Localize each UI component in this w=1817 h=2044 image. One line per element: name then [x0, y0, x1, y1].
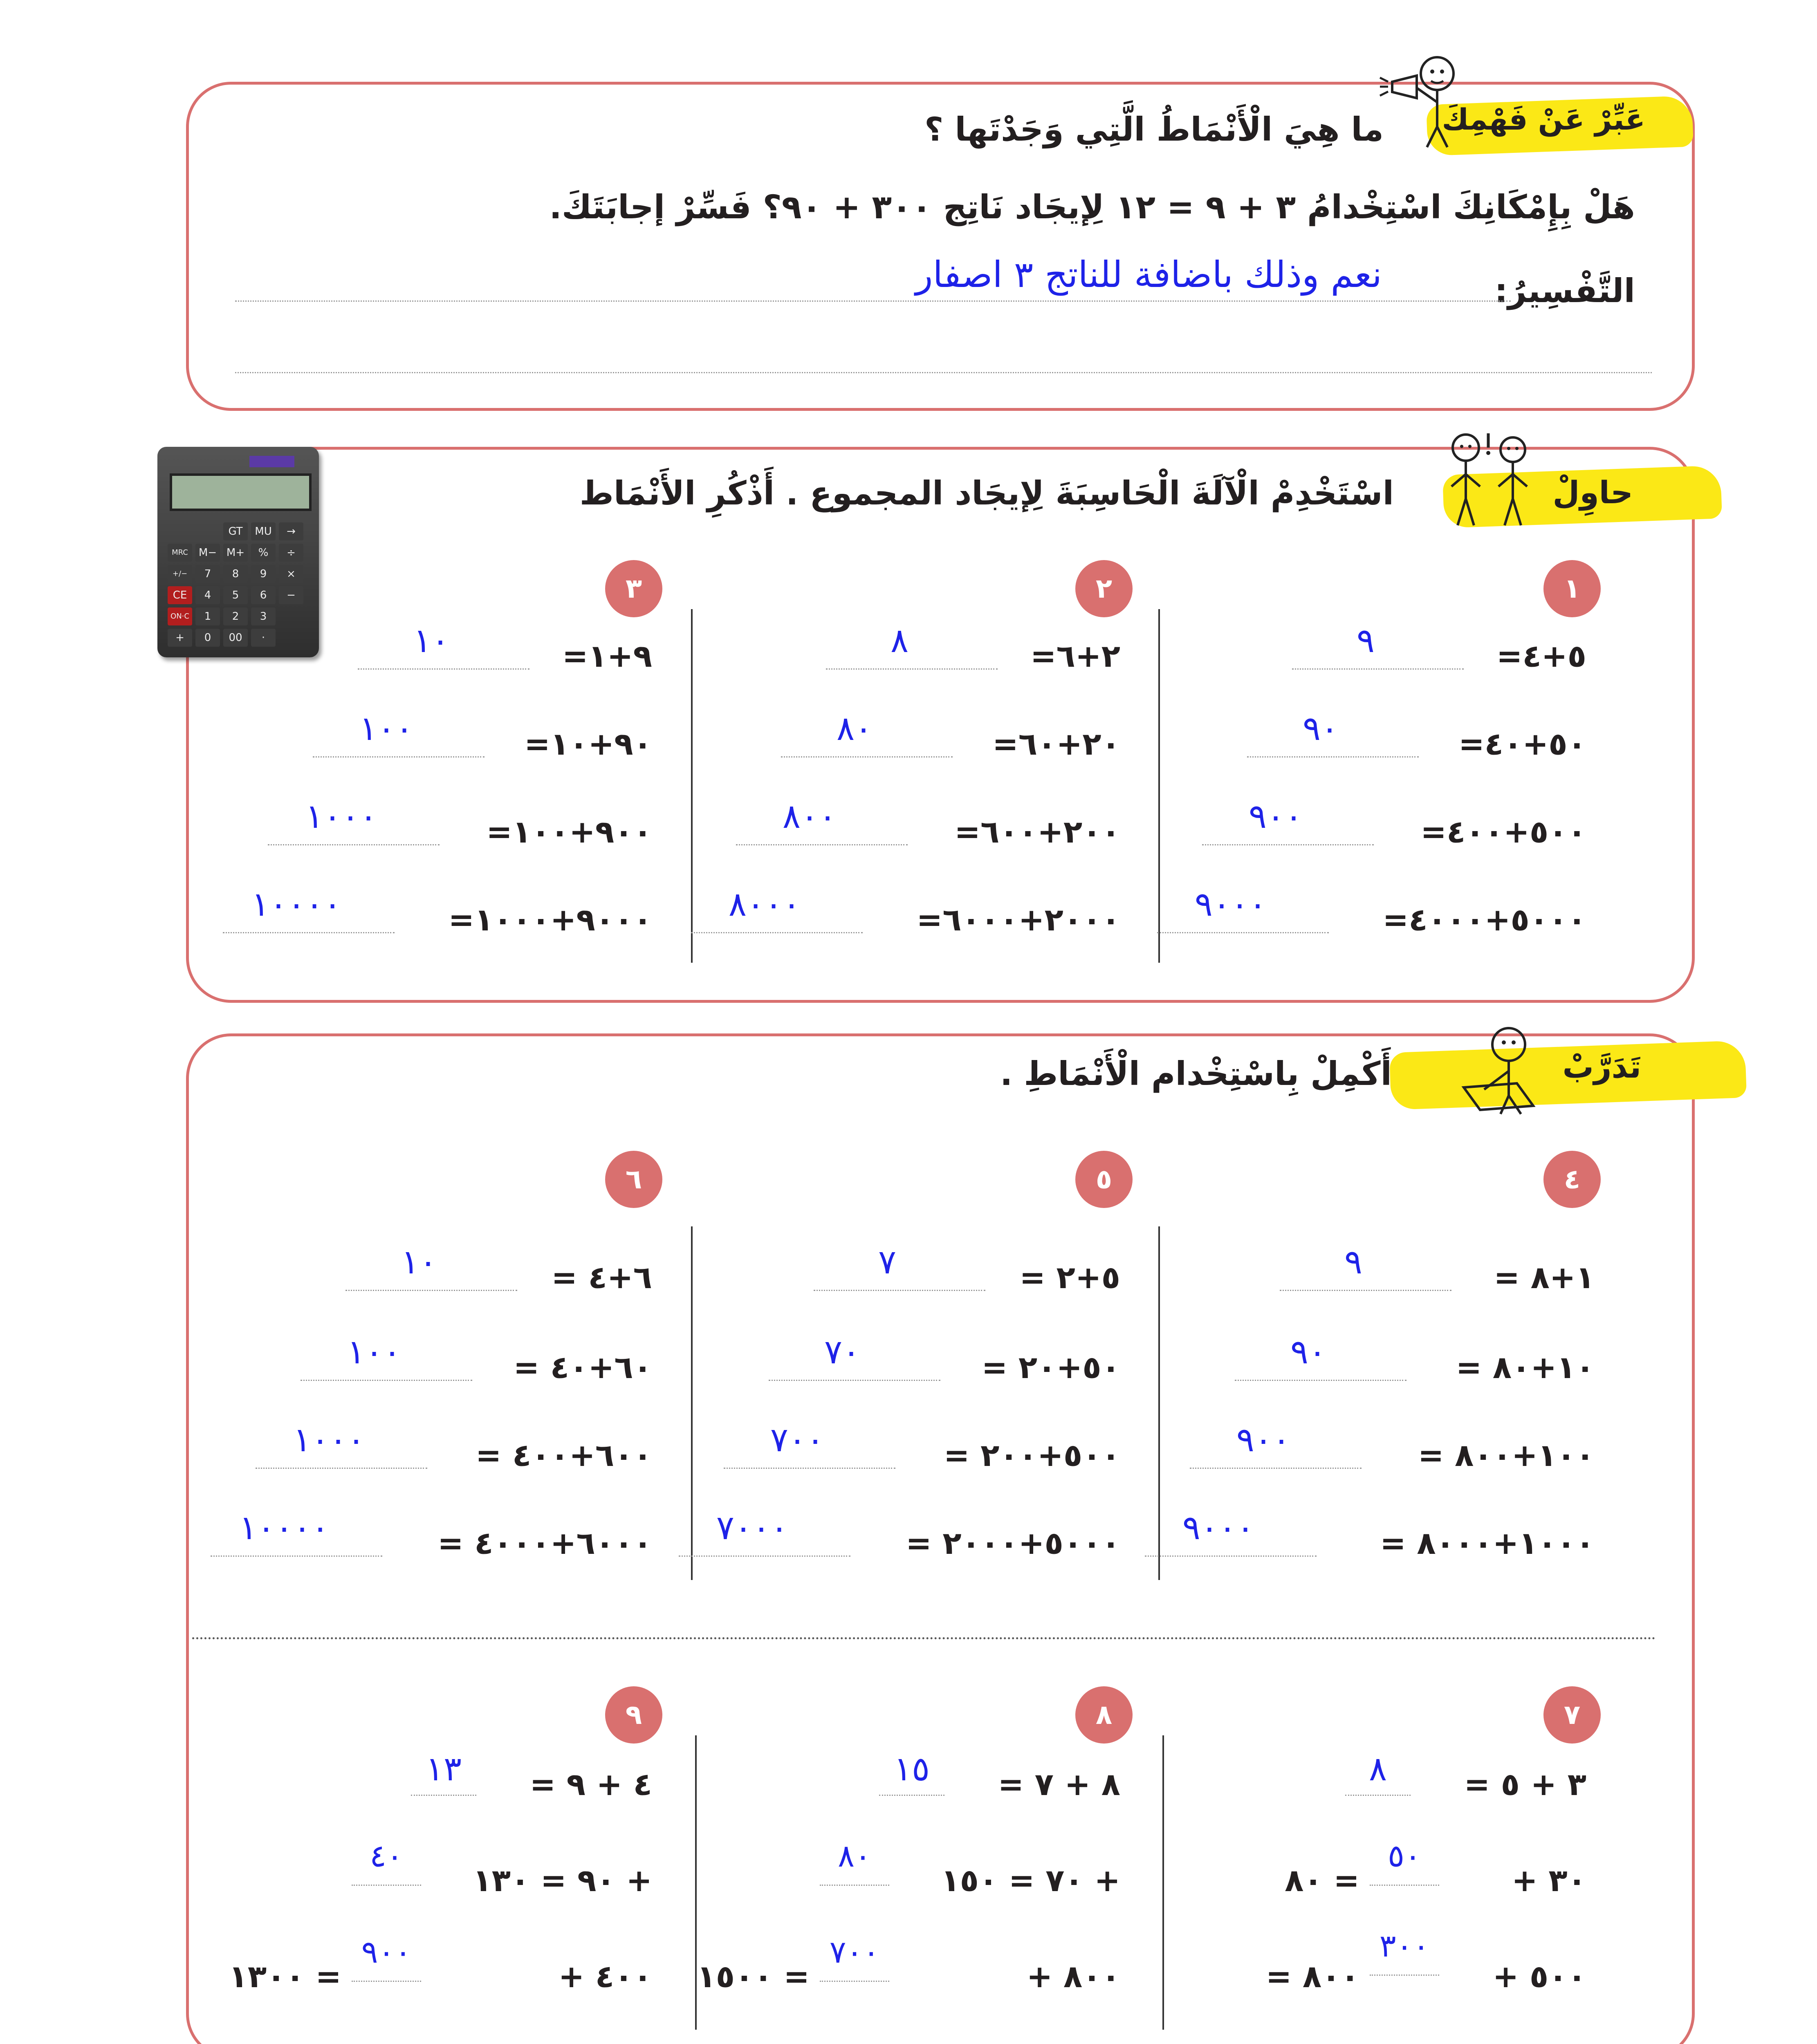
practice-equation: ٦+٤ =: [551, 1259, 652, 1295]
try-equation: ٢٠٠٠+٦٠٠٠=: [916, 901, 1120, 938]
practice-equation: ٥٠+٢٠ =: [981, 1349, 1120, 1385]
calculator-image: [157, 447, 319, 657]
practice-answer[interactable]: ٧٠٠: [770, 1421, 825, 1459]
try-answer[interactable]: ٨٠٠٠: [728, 885, 801, 924]
lower-answer-line: [1370, 1975, 1439, 1976]
practice-answer-line: [724, 1468, 895, 1469]
practice-equation: ٥٠٠٠+٢٠٠٠ =: [906, 1525, 1120, 1561]
try-equation: ٩+١=: [562, 638, 652, 674]
calculator-key: M+: [223, 544, 248, 562]
practice-answer[interactable]: ٩٠٠٠: [1182, 1508, 1255, 1547]
calculator-key: −: [279, 586, 303, 604]
calculator-key: +: [168, 629, 192, 647]
calculator-solar-panel: [249, 456, 294, 467]
practice-answer[interactable]: ١٠٠٠: [293, 1421, 366, 1459]
practice-equation: ١٠٠+٨٠٠ =: [1418, 1437, 1595, 1473]
try-answer-line: [358, 668, 529, 670]
practice-equation: ٦٠+٤٠ =: [513, 1349, 652, 1385]
calculator-key: 00: [223, 629, 248, 647]
practice-answer[interactable]: ١٠: [401, 1243, 437, 1282]
two-figures-icon: [1443, 429, 1537, 527]
lower-answer-line: [820, 1981, 889, 1982]
lower-answer[interactable]: ٨: [1368, 1750, 1387, 1788]
practice-answer-line: [814, 1290, 985, 1291]
lower-answer[interactable]: ٤٠: [370, 1838, 403, 1874]
lower-answer[interactable]: ١٣: [425, 1750, 462, 1788]
express-label: عَبِّرْ عَنْ فَهْمِكَ: [1442, 102, 1645, 137]
practice-answer[interactable]: ٩٠: [1290, 1333, 1327, 1372]
practice-answer-line: [345, 1290, 517, 1291]
lower-answer[interactable]: ١٥: [893, 1750, 930, 1788]
try-badge-3: ٣: [605, 560, 662, 617]
lower-answer[interactable]: ٨٠: [838, 1838, 871, 1874]
try-equation: ٢٠٠+٦٠٠=: [954, 814, 1120, 850]
try-answer[interactable]: ١٠٠٠: [305, 797, 378, 836]
try-equation: ٥٠+٤٠=: [1458, 726, 1586, 762]
lower-answer-line: [820, 1885, 889, 1886]
calculator-key: ·: [251, 629, 276, 647]
try-equation: ٥٠٠٠+٤٠٠٠=: [1382, 901, 1586, 938]
calculator-key: ÷: [279, 544, 303, 562]
calculator-key: MRC: [168, 544, 192, 562]
lower-answer-line: [1345, 1795, 1411, 1796]
lower-answer[interactable]: ٩٠٠: [361, 1934, 412, 1970]
lower-equation-end: = ٨٠: [1285, 1862, 1359, 1898]
lower-equation: ٣ + ٥ =: [1464, 1766, 1586, 1802]
practice-badge-6: ٦: [605, 1151, 662, 1208]
calculator-key: 8: [223, 565, 248, 583]
try-answer-line: [1202, 844, 1374, 845]
practice-answer-line: [1235, 1380, 1406, 1381]
practice-badge-8: ٨: [1075, 1686, 1133, 1744]
explain-answer-line-2: [235, 372, 1652, 373]
explain-answer-line: [235, 300, 1511, 302]
try-answer-line: [781, 756, 953, 758]
practice-answer[interactable]: ٩: [1344, 1243, 1363, 1282]
practice-equation: ١+٨ =: [1494, 1259, 1595, 1295]
try-badge-2: ٢: [1075, 560, 1133, 617]
try-equation: ٢٠+٦٠=: [992, 726, 1120, 762]
lower-equation-end: = ١٣٠٠: [229, 1958, 341, 1995]
practice-answer-line: [769, 1380, 940, 1381]
practice-answer-line: [211, 1555, 382, 1557]
calculator-key: 1: [195, 607, 220, 625]
explain-answer[interactable]: نعم وذلك باضافة للناتج ٣ اصفار: [915, 253, 1382, 296]
practice-answer-line: [1280, 1290, 1451, 1291]
try-answer-line: [313, 756, 485, 758]
try-badge-1: ١: [1543, 560, 1601, 617]
try-answer[interactable]: ١٠٠٠٠: [251, 885, 342, 924]
calculator-key: ×: [279, 565, 303, 583]
try-equation: ٥+٤=: [1496, 638, 1586, 674]
try-equation: ٩٠+١٠=: [524, 726, 652, 762]
practice-equation: ٦٠٠+٤٠٠ =: [475, 1437, 652, 1473]
try-answer[interactable]: ٩٠: [1302, 709, 1339, 748]
try-equation: ٢+٦=: [1030, 638, 1120, 674]
practice-answer[interactable]: ١٠٠٠٠: [239, 1508, 330, 1547]
lower-answer-line: [352, 1981, 421, 1982]
calculator-key: MU: [251, 522, 276, 540]
try-answer-line: [268, 844, 440, 845]
explain-label: التَّفْسِيرُ:: [1494, 272, 1635, 310]
practice-badge-5: ٥: [1075, 1151, 1133, 1208]
calculator-key: %: [251, 544, 276, 562]
calculator-key: 6: [251, 586, 276, 604]
practice-equation: ٦٠٠٠+٤٠٠٠ =: [437, 1525, 652, 1561]
lower-equation-start: ٥٠٠ +: [1492, 1958, 1586, 1995]
practice-badge-7: ٧: [1543, 1686, 1601, 1744]
practice-answer-line: [1190, 1468, 1362, 1469]
calculator-key: CE: [168, 586, 192, 604]
lower-equation-start: ٣٠ +: [1512, 1862, 1586, 1898]
calculator-key: 2: [223, 607, 248, 625]
lower-answer-line: [1370, 1885, 1439, 1886]
practice-equation: ٥٠٠+٢٠٠ =: [943, 1437, 1120, 1473]
try-answer[interactable]: ٩٠٠٠: [1194, 885, 1267, 924]
try-label: حاوِلْ: [1552, 474, 1633, 511]
megaphone-figure-icon: [1376, 53, 1474, 151]
question-explain: هَلْ بِإِمْكَانِكَ اسْتِخْدامُ ٣ + ٩ = ١٢ لِإيجَاد نَاتِج ٣٠٠ + ٩٠؟ فَسِّرْ إجابَتَكَ.: [549, 188, 1635, 226]
calculator-key: 7: [195, 565, 220, 583]
practice-equation: ١٠٠٠+٨٠٠٠ =: [1380, 1525, 1595, 1561]
try-answer[interactable]: ٩: [1356, 621, 1375, 660]
practice-answer[interactable]: ١٠٠: [347, 1333, 402, 1372]
practice-badge-4: ٤: [1543, 1151, 1601, 1208]
try-answer-line: [1292, 668, 1464, 670]
calculator-key: 3: [251, 607, 276, 625]
practice-equation: ٥+٢ =: [1019, 1259, 1120, 1295]
try-answer[interactable]: ١٠: [413, 621, 450, 660]
calculator-display: [170, 473, 312, 511]
try-equation: ٩٠٠+١٠٠=: [486, 814, 652, 850]
try-answer[interactable]: ٩٠٠: [1248, 797, 1303, 836]
lower-equation-start: + ٩٠ = ١٣٠: [473, 1862, 652, 1898]
try-answer[interactable]: ٨٠: [836, 709, 873, 748]
try-answer-line: [736, 844, 908, 845]
try-instruction: اسْتَخْدِمْ الْآلَةَ الْحَاسِبَةَ لِإيجَاد المجموع . أَذْكُرِ الأَنْمَاط: [579, 474, 1394, 512]
calculator-key: M−: [195, 544, 220, 562]
try-answer[interactable]: ٨٠٠: [782, 797, 837, 836]
practice-answer[interactable]: ٩٠٠: [1236, 1421, 1291, 1459]
calculator-key: +/−: [168, 565, 192, 583]
try-answer[interactable]: ١٠٠: [359, 709, 414, 748]
calculator-key: GT: [223, 522, 248, 540]
calculator-key: 5: [223, 586, 248, 604]
try-answer-line: [1157, 932, 1329, 933]
practice-answer[interactable]: ٧: [878, 1243, 897, 1282]
question-patterns: ما هِيَ الْأَنْمَاطُ الَّتِي وَجَدْتَها ؟: [924, 110, 1384, 148]
lower-answer[interactable]: ٣٠٠: [1379, 1927, 1430, 1964]
lower-answer-line: [879, 1795, 944, 1796]
practice-instruction: أَكْمِلْ بِاسْتِخْدام الْأَنْمَاطِ .: [1000, 1055, 1392, 1093]
lower-equation: ٨ + ٧ =: [998, 1766, 1120, 1802]
try-answer-line: [826, 668, 998, 670]
try-answer-line: [223, 932, 395, 933]
lower-equation: ٤ + ٩ =: [529, 1766, 652, 1802]
calculator-key: 0: [195, 629, 220, 647]
practice-divider: [192, 1637, 1656, 1639]
writing-figure-icon: [1456, 1022, 1558, 1116]
calculator-key: ON·C: [168, 607, 192, 625]
try-equation: ٥٠٠+٤٠٠=: [1420, 814, 1586, 850]
practice-answer[interactable]: ٧٠٠٠: [716, 1508, 789, 1547]
practice-answer[interactable]: ٧٠: [824, 1333, 861, 1372]
practice-answer-line: [1145, 1555, 1317, 1557]
try-answer-line: [1247, 756, 1419, 758]
calculator-keypad: [168, 522, 311, 649]
practice-badge-9: ٩: [605, 1686, 662, 1744]
try-answer[interactable]: ٨: [890, 621, 909, 660]
try-answer-line: [691, 932, 863, 933]
lower-equation-end: ٨٠٠ =: [1265, 1958, 1359, 1995]
calculator-key: 9: [251, 565, 276, 583]
lower-equation-end: = ١٥٠٠: [697, 1958, 810, 1995]
lower-equation-start: ٤٠٠ +: [558, 1958, 652, 1995]
practice-answer-line: [679, 1555, 850, 1557]
practice-separator-3: [1162, 1735, 1164, 2030]
practice-answer-line: [301, 1380, 472, 1381]
try-equation: ٩٠٠٠+١٠٠٠=: [448, 901, 652, 938]
practice-answer-line: [256, 1468, 427, 1469]
practice-equation: ١٠+٨٠ =: [1456, 1349, 1595, 1385]
calculator-key: 4: [195, 586, 220, 604]
practice-label: تَدَرَّبْ: [1562, 1049, 1641, 1085]
lower-equation-start: + ٧٠ = ١٥٠: [941, 1862, 1120, 1898]
calculator-key: →: [279, 522, 303, 540]
lower-equation-start: ٨٠٠ +: [1026, 1958, 1120, 1995]
lower-answer-line: [411, 1795, 476, 1796]
lower-answer[interactable]: ٧٠٠: [829, 1934, 880, 1970]
lower-answer-line: [352, 1885, 421, 1886]
lower-answer[interactable]: ٥٠: [1388, 1838, 1421, 1874]
